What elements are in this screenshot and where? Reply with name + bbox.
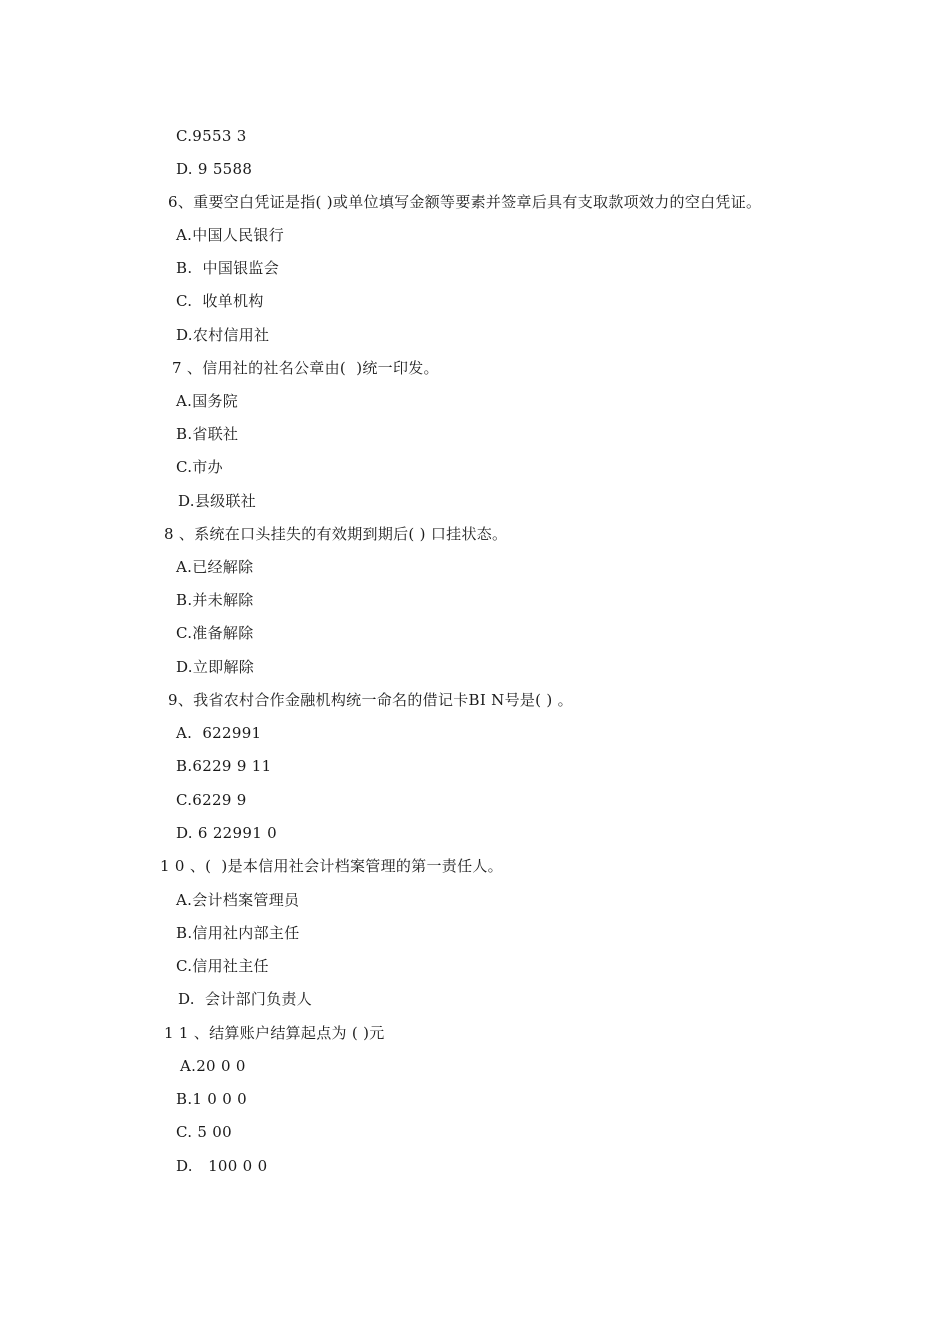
question-10: 1 0 、( )是本信用社会计档案管理的第一责任人。 — [160, 857, 503, 875]
option-b-q9: B.6229 9 11 — [176, 757, 272, 775]
option-a-q6: A.中国人民银行 — [176, 226, 285, 244]
option-a-q7: A.国务院 — [176, 392, 239, 410]
option-a-q10: A.会计档案管理员 — [176, 891, 300, 909]
option-b-q7: B.省联社 — [176, 425, 239, 443]
option-d-q6: D.农村信用社 — [176, 326, 270, 344]
question-9: 9、我省农村合作金融机构统一命名的借记卡BI N号是( ) 。 — [168, 691, 573, 709]
option-c-q8: C.准备解除 — [176, 624, 254, 642]
option-b-q8: B.并未解除 — [176, 591, 254, 609]
option-b-q11: B.1 0 0 0 — [176, 1090, 247, 1108]
option-c-q6: C. 收单机构 — [176, 292, 264, 310]
option-c-q10: C.信用社主任 — [176, 957, 269, 975]
option-c-q9: C.6229 9 — [176, 791, 247, 809]
option-d-q10: D. 会计部门负责人 — [178, 990, 313, 1008]
question-6: 6、重要空白凭证是指( )或单位填写金额等要素并签章后具有支取款项效力的空白凭证。 — [168, 193, 762, 211]
option-a-q11: A.20 0 0 — [180, 1057, 246, 1075]
option-d-q11: D. 100 0 0 — [176, 1157, 268, 1175]
option-d-q7: D.县级联社 — [178, 492, 257, 510]
option-d-q5: D. 9 5588 — [176, 160, 253, 178]
option-d-q8: D.立即解除 — [176, 658, 255, 676]
option-c-q11: C. 5 00 — [176, 1123, 232, 1141]
question-7: 7 、信用社的社名公章由( )统一印发。 — [172, 359, 439, 377]
question-8: 8 、系统在口头挂失的有效期到期后( ) 口挂状态。 — [164, 525, 508, 543]
option-a-q9: A. 622991 — [176, 724, 262, 742]
question-11: 1 1 、结算账户结算起点为 ( )元 — [164, 1024, 385, 1042]
option-a-q8: A.已经解除 — [176, 558, 254, 576]
option-c-q7: C.市办 — [176, 458, 223, 476]
option-b-q6: B. 中国银监会 — [176, 259, 280, 277]
option-d-q9: D. 6 22991 0 — [176, 824, 277, 842]
option-b-q10: B.信用社内部主任 — [176, 924, 300, 942]
option-c-q5: C.9553 3 — [176, 127, 247, 145]
